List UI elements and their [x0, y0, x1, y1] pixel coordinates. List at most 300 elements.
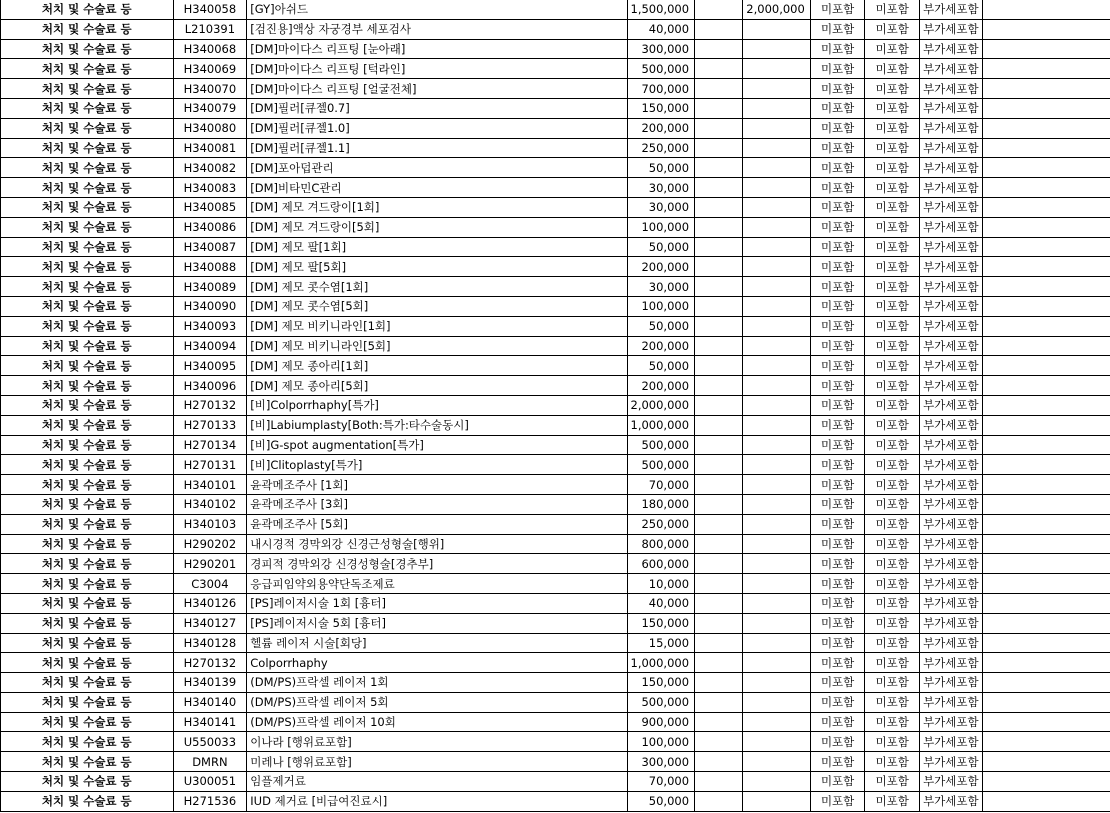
inclusion-cell-2: 미포함: [865, 673, 920, 693]
table-row: [1, 574, 1110, 594]
inclusion-cell-2: 미포함: [865, 475, 920, 495]
code-cell: H340082: [173, 158, 247, 178]
category-cell: 처치 및 수술료 등: [1, 257, 174, 277]
price-cell: 50,000: [627, 356, 695, 376]
max-price-cell: [743, 237, 811, 257]
blank-cell: [695, 277, 743, 297]
trailing-cell: [982, 395, 1110, 415]
price-cell: 100,000: [627, 296, 695, 316]
item-name-cell: [검진용]액상 자궁경부 세포검사: [247, 19, 627, 39]
category-cell: 처치 및 수술료 등: [1, 118, 174, 138]
trailing-cell: [982, 791, 1110, 811]
inclusion-cell-2: 미포함: [865, 435, 920, 455]
vat-cell: 부가세포함: [920, 217, 983, 237]
trailing-cell: [982, 455, 1110, 475]
item-name-cell: (DM/PS)프락셀 레이저 10회: [247, 712, 627, 732]
vat-cell: 부가세포함: [920, 752, 983, 772]
max-price-cell: [743, 712, 811, 732]
code-cell: H340128: [173, 633, 247, 653]
category-cell: 처치 및 수술료 등: [1, 336, 174, 356]
inclusion-cell-2: 미포함: [865, 653, 920, 673]
trailing-cell: [982, 673, 1110, 693]
trailing-cell: [982, 494, 1110, 514]
max-price-cell: [743, 118, 811, 138]
inclusion-cell: 미포함: [810, 98, 865, 118]
price-cell: 500,000: [627, 455, 695, 475]
vat-cell: 부가세포함: [920, 613, 983, 633]
table-row: [1, 0, 1110, 19]
table-row: [1, 237, 1110, 257]
price-cell: 100,000: [627, 217, 695, 237]
inclusion-cell: 미포함: [810, 613, 865, 633]
inclusion-cell: 미포함: [810, 316, 865, 336]
blank-cell: [695, 554, 743, 574]
table-row: [1, 791, 1110, 811]
vat-cell: 부가세포함: [920, 494, 983, 514]
category-cell: 처치 및 수술료 등: [1, 178, 174, 198]
item-name-cell: [DM]필러[큐젤1.0]: [247, 118, 627, 138]
blank-cell: [695, 791, 743, 811]
code-cell: H270131: [173, 455, 247, 475]
blank-cell: [695, 692, 743, 712]
max-price-cell: [743, 178, 811, 198]
vat-cell: 부가세포함: [920, 336, 983, 356]
inclusion-cell-2: 미포함: [865, 19, 920, 39]
max-price-cell: [743, 791, 811, 811]
max-price-cell: [743, 732, 811, 752]
category-cell: 처치 및 수술료 등: [1, 395, 174, 415]
category-cell: 처치 및 수술료 등: [1, 752, 174, 772]
table-row: [1, 534, 1110, 554]
inclusion-cell: 미포함: [810, 475, 865, 495]
table-row: [1, 138, 1110, 158]
inclusion-cell: 미포함: [810, 217, 865, 237]
category-cell: 처치 및 수술료 등: [1, 455, 174, 475]
max-price-cell: [743, 593, 811, 613]
category-cell: 처치 및 수술료 등: [1, 772, 174, 792]
max-price-cell: [743, 158, 811, 178]
inclusion-cell: 미포함: [810, 494, 865, 514]
price-cell: 600,000: [627, 554, 695, 574]
inclusion-cell-2: 미포함: [865, 118, 920, 138]
inclusion-cell-2: 미포함: [865, 712, 920, 732]
blank-cell: [695, 237, 743, 257]
code-cell: H340126: [173, 593, 247, 613]
trailing-cell: [982, 0, 1110, 19]
item-name-cell: [DM] 제모 종아리[1회]: [247, 356, 627, 376]
inclusion-cell: 미포함: [810, 791, 865, 811]
vat-cell: 부가세포함: [920, 534, 983, 554]
inclusion-cell: 미포함: [810, 79, 865, 99]
blank-cell: [695, 712, 743, 732]
max-price-cell: [743, 633, 811, 653]
price-cell: 200,000: [627, 257, 695, 277]
code-cell: H270134: [173, 435, 247, 455]
price-cell: 250,000: [627, 514, 695, 534]
vat-cell: 부가세포함: [920, 514, 983, 534]
category-cell: 처치 및 수술료 등: [1, 237, 174, 257]
category-cell: 처치 및 수술료 등: [1, 415, 174, 435]
price-cell: 10,000: [627, 574, 695, 594]
price-cell: 50,000: [627, 237, 695, 257]
category-cell: 처치 및 수술료 등: [1, 39, 174, 59]
blank-cell: [695, 178, 743, 198]
inclusion-cell-2: 미포함: [865, 257, 920, 277]
vat-cell: 부가세포함: [920, 138, 983, 158]
inclusion-cell: 미포함: [810, 574, 865, 594]
inclusion-cell-2: 미포함: [865, 554, 920, 574]
item-name-cell: [DM] 제모 콧수염[1회]: [247, 277, 627, 297]
inclusion-cell: 미포함: [810, 435, 865, 455]
code-cell: U300051: [173, 772, 247, 792]
blank-cell: [695, 0, 743, 19]
price-cell: 30,000: [627, 197, 695, 217]
code-cell: H340081: [173, 138, 247, 158]
code-cell: C3004: [173, 574, 247, 594]
vat-cell: 부가세포함: [920, 732, 983, 752]
inclusion-cell: 미포함: [810, 455, 865, 475]
price-cell: 150,000: [627, 98, 695, 118]
max-price-cell: [743, 772, 811, 792]
inclusion-cell-2: 미포함: [865, 336, 920, 356]
blank-cell: [695, 217, 743, 237]
code-cell: L210391: [173, 19, 247, 39]
table-row: [1, 494, 1110, 514]
blank-cell: [695, 475, 743, 495]
item-name-cell: 임플제거료: [247, 772, 627, 792]
trailing-cell: [982, 732, 1110, 752]
item-name-cell: 응급피임약외용약단독조제료: [247, 574, 627, 594]
item-name-cell: [비]Colporrhaphy[특가]: [247, 395, 627, 415]
item-name-cell: IUD 제거료 [비급여진료시]: [247, 791, 627, 811]
inclusion-cell-2: 미포함: [865, 178, 920, 198]
trailing-cell: [982, 277, 1110, 297]
vat-cell: 부가세포함: [920, 633, 983, 653]
trailing-cell: [982, 534, 1110, 554]
table-row: [1, 59, 1110, 79]
table-row: [1, 79, 1110, 99]
vat-cell: 부가세포함: [920, 435, 983, 455]
price-cell: 200,000: [627, 336, 695, 356]
table-row: [1, 633, 1110, 653]
trailing-cell: [982, 39, 1110, 59]
inclusion-cell: 미포함: [810, 376, 865, 396]
table-row: [1, 752, 1110, 772]
code-cell: H340103: [173, 514, 247, 534]
item-name-cell: [비]Clitoplasty[특가]: [247, 455, 627, 475]
item-name-cell: 내시경적 경막외강 신경근성형술[행위]: [247, 534, 627, 554]
blank-cell: [695, 59, 743, 79]
table-row: [1, 732, 1110, 752]
table-row: [1, 178, 1110, 198]
category-cell: 처치 및 수술료 등: [1, 653, 174, 673]
item-name-cell: 이나라 [행위료포함]: [247, 732, 627, 752]
item-name-cell: [비]Labiumplasty[Both:특가:타수술동시]: [247, 415, 627, 435]
trailing-cell: [982, 633, 1110, 653]
category-cell: 처치 및 수술료 등: [1, 0, 174, 19]
item-name-cell: [DM]포아덥관리: [247, 158, 627, 178]
code-cell: U550033: [173, 732, 247, 752]
code-cell: H340086: [173, 217, 247, 237]
trailing-cell: [982, 138, 1110, 158]
vat-cell: 부가세포함: [920, 178, 983, 198]
inclusion-cell: 미포함: [810, 514, 865, 534]
inclusion-cell: 미포함: [810, 158, 865, 178]
trailing-cell: [982, 376, 1110, 396]
blank-cell: [695, 435, 743, 455]
category-cell: 처치 및 수술료 등: [1, 633, 174, 653]
inclusion-cell-2: 미포함: [865, 158, 920, 178]
item-name-cell: [DM] 제모 비키니라인[1회]: [247, 316, 627, 336]
inclusion-cell-2: 미포함: [865, 791, 920, 811]
table-row: [1, 613, 1110, 633]
code-cell: H340070: [173, 79, 247, 99]
inclusion-cell-2: 미포함: [865, 237, 920, 257]
item-name-cell: 윤곽메조주사 [3회]: [247, 494, 627, 514]
table-row: [1, 19, 1110, 39]
price-cell: 70,000: [627, 772, 695, 792]
inclusion-cell: 미포함: [810, 593, 865, 613]
price-cell: 70,000: [627, 475, 695, 495]
trailing-cell: [982, 257, 1110, 277]
item-name-cell: [DM]마이다스 리프팅 [눈아래]: [247, 39, 627, 59]
max-price-cell: [743, 554, 811, 574]
vat-cell: 부가세포함: [920, 772, 983, 792]
table-row: [1, 336, 1110, 356]
blank-cell: [695, 455, 743, 475]
vat-cell: 부가세포함: [920, 19, 983, 39]
inclusion-cell-2: 미포함: [865, 633, 920, 653]
inclusion-cell: 미포함: [810, 633, 865, 653]
blank-cell: [695, 356, 743, 376]
price-cell: 180,000: [627, 494, 695, 514]
blank-cell: [695, 653, 743, 673]
code-cell: H270133: [173, 415, 247, 435]
category-cell: 처치 및 수술료 등: [1, 19, 174, 39]
trailing-cell: [982, 772, 1110, 792]
blank-cell: [695, 138, 743, 158]
item-name-cell: [DM] 제모 팔[5회]: [247, 257, 627, 277]
code-cell: H340079: [173, 98, 247, 118]
max-price-cell: [743, 395, 811, 415]
inclusion-cell: 미포함: [810, 138, 865, 158]
inclusion-cell-2: 미포함: [865, 415, 920, 435]
max-price-cell: [743, 514, 811, 534]
inclusion-cell: 미포함: [810, 257, 865, 277]
price-cell: 500,000: [627, 435, 695, 455]
price-cell: 15,000: [627, 633, 695, 653]
blank-cell: [695, 732, 743, 752]
item-name-cell: [GY]아쉬드: [247, 0, 627, 19]
table-row: [1, 316, 1110, 336]
table-row: [1, 554, 1110, 574]
blank-cell: [695, 197, 743, 217]
category-cell: 처치 및 수술료 등: [1, 296, 174, 316]
inclusion-cell-2: 미포함: [865, 376, 920, 396]
vat-cell: 부가세포함: [920, 296, 983, 316]
vat-cell: 부가세포함: [920, 376, 983, 396]
code-cell: H340139: [173, 673, 247, 693]
blank-cell: [695, 376, 743, 396]
item-name-cell: (DM/PS)프락셀 레이저 1회: [247, 673, 627, 693]
max-price-cell: [743, 574, 811, 594]
category-cell: 처치 및 수술료 등: [1, 514, 174, 534]
max-price-cell: [743, 316, 811, 336]
max-price-cell: [743, 59, 811, 79]
inclusion-cell: 미포함: [810, 752, 865, 772]
max-price-cell: [743, 39, 811, 59]
table-row: [1, 217, 1110, 237]
blank-cell: [695, 593, 743, 613]
code-cell: H340141: [173, 712, 247, 732]
trailing-cell: [982, 435, 1110, 455]
table-row: [1, 435, 1110, 455]
inclusion-cell: 미포함: [810, 118, 865, 138]
inclusion-cell: 미포함: [810, 19, 865, 39]
price-cell: 200,000: [627, 118, 695, 138]
item-name-cell: Colporrhaphy: [247, 653, 627, 673]
blank-cell: [695, 19, 743, 39]
inclusion-cell-2: 미포함: [865, 494, 920, 514]
category-cell: 처치 및 수술료 등: [1, 316, 174, 336]
vat-cell: 부가세포함: [920, 316, 983, 336]
blank-cell: [695, 316, 743, 336]
blank-cell: [695, 752, 743, 772]
blank-cell: [695, 574, 743, 594]
inclusion-cell: 미포함: [810, 0, 865, 19]
price-cell: 700,000: [627, 79, 695, 99]
item-name-cell: [DM]필러[큐젤1.1]: [247, 138, 627, 158]
category-cell: 처치 및 수술료 등: [1, 554, 174, 574]
trailing-cell: [982, 574, 1110, 594]
category-cell: 처치 및 수술료 등: [1, 138, 174, 158]
inclusion-cell-2: 미포함: [865, 138, 920, 158]
category-cell: 처치 및 수술료 등: [1, 574, 174, 594]
inclusion-cell: 미포함: [810, 772, 865, 792]
inclusion-cell: 미포함: [810, 356, 865, 376]
item-name-cell: [PS]레이저시술 5회 [흉터]: [247, 613, 627, 633]
item-name-cell: [DM] 제모 팔[1회]: [247, 237, 627, 257]
category-cell: 처치 및 수술료 등: [1, 79, 174, 99]
inclusion-cell: 미포함: [810, 673, 865, 693]
vat-cell: 부가세포함: [920, 197, 983, 217]
code-cell: H340101: [173, 475, 247, 495]
vat-cell: 부가세포함: [920, 158, 983, 178]
code-cell: DMRN: [173, 752, 247, 772]
price-cell: 1,500,000: [627, 0, 695, 19]
category-cell: 처치 및 수술료 등: [1, 376, 174, 396]
table-row: [1, 296, 1110, 316]
vat-cell: 부가세포함: [920, 356, 983, 376]
trailing-cell: [982, 197, 1110, 217]
inclusion-cell-2: 미포함: [865, 356, 920, 376]
vat-cell: 부가세포함: [920, 395, 983, 415]
max-price-cell: [743, 257, 811, 277]
table-row: [1, 455, 1110, 475]
table-row: [1, 514, 1110, 534]
vat-cell: 부가세포함: [920, 791, 983, 811]
table-row: [1, 158, 1110, 178]
category-cell: 처치 및 수술료 등: [1, 534, 174, 554]
price-cell: 300,000: [627, 752, 695, 772]
blank-cell: [695, 772, 743, 792]
blank-cell: [695, 415, 743, 435]
table-row: [1, 376, 1110, 396]
blank-cell: [695, 534, 743, 554]
code-cell: H340080: [173, 118, 247, 138]
max-price-cell: [743, 455, 811, 475]
vat-cell: 부가세포함: [920, 554, 983, 574]
vat-cell: 부가세포함: [920, 712, 983, 732]
category-cell: 처치 및 수술료 등: [1, 692, 174, 712]
item-name-cell: [PS]레이저시술 1회 [흉터]: [247, 593, 627, 613]
blank-cell: [695, 118, 743, 138]
table-row: [1, 395, 1110, 415]
vat-cell: 부가세포함: [920, 237, 983, 257]
table-row: [1, 118, 1110, 138]
table-row: [1, 356, 1110, 376]
category-cell: 처치 및 수술료 등: [1, 158, 174, 178]
vat-cell: 부가세포함: [920, 593, 983, 613]
vat-cell: 부가세포함: [920, 98, 983, 118]
price-cell: 800,000: [627, 534, 695, 554]
category-cell: 처치 및 수술료 등: [1, 593, 174, 613]
trailing-cell: [982, 336, 1110, 356]
inclusion-cell-2: 미포함: [865, 217, 920, 237]
max-price-cell: [743, 19, 811, 39]
code-cell: H340102: [173, 494, 247, 514]
price-cell: 1,000,000: [627, 415, 695, 435]
max-price-cell: [743, 494, 811, 514]
inclusion-cell: 미포함: [810, 554, 865, 574]
trailing-cell: [982, 356, 1110, 376]
max-price-cell: [743, 653, 811, 673]
category-cell: 처치 및 수술료 등: [1, 59, 174, 79]
trailing-cell: [982, 653, 1110, 673]
code-cell: H340068: [173, 39, 247, 59]
price-cell: 200,000: [627, 376, 695, 396]
blank-cell: [695, 494, 743, 514]
trailing-cell: [982, 692, 1110, 712]
item-name-cell: 미레나 [행위료포함]: [247, 752, 627, 772]
code-cell: H340087: [173, 237, 247, 257]
table-row: [1, 257, 1110, 277]
code-cell: H340083: [173, 178, 247, 198]
price-cell: 50,000: [627, 791, 695, 811]
inclusion-cell: 미포함: [810, 59, 865, 79]
max-price-cell: [743, 673, 811, 693]
inclusion-cell-2: 미포함: [865, 574, 920, 594]
code-cell: H340088: [173, 257, 247, 277]
trailing-cell: [982, 98, 1110, 118]
max-price-cell: [743, 534, 811, 554]
category-cell: 처치 및 수술료 등: [1, 673, 174, 693]
inclusion-cell: 미포함: [810, 395, 865, 415]
item-name-cell: [DM]마이다스 리프팅 [턱라인]: [247, 59, 627, 79]
inclusion-cell: 미포함: [810, 415, 865, 435]
vat-cell: 부가세포함: [920, 59, 983, 79]
price-cell: 500,000: [627, 59, 695, 79]
vat-cell: 부가세포함: [920, 415, 983, 435]
blank-cell: [695, 395, 743, 415]
blank-cell: [695, 633, 743, 653]
price-cell: 30,000: [627, 178, 695, 198]
max-price-cell: [743, 356, 811, 376]
table-row: [1, 653, 1110, 673]
table-row: [1, 772, 1110, 792]
inclusion-cell-2: 미포함: [865, 534, 920, 554]
table-row: [1, 98, 1110, 118]
